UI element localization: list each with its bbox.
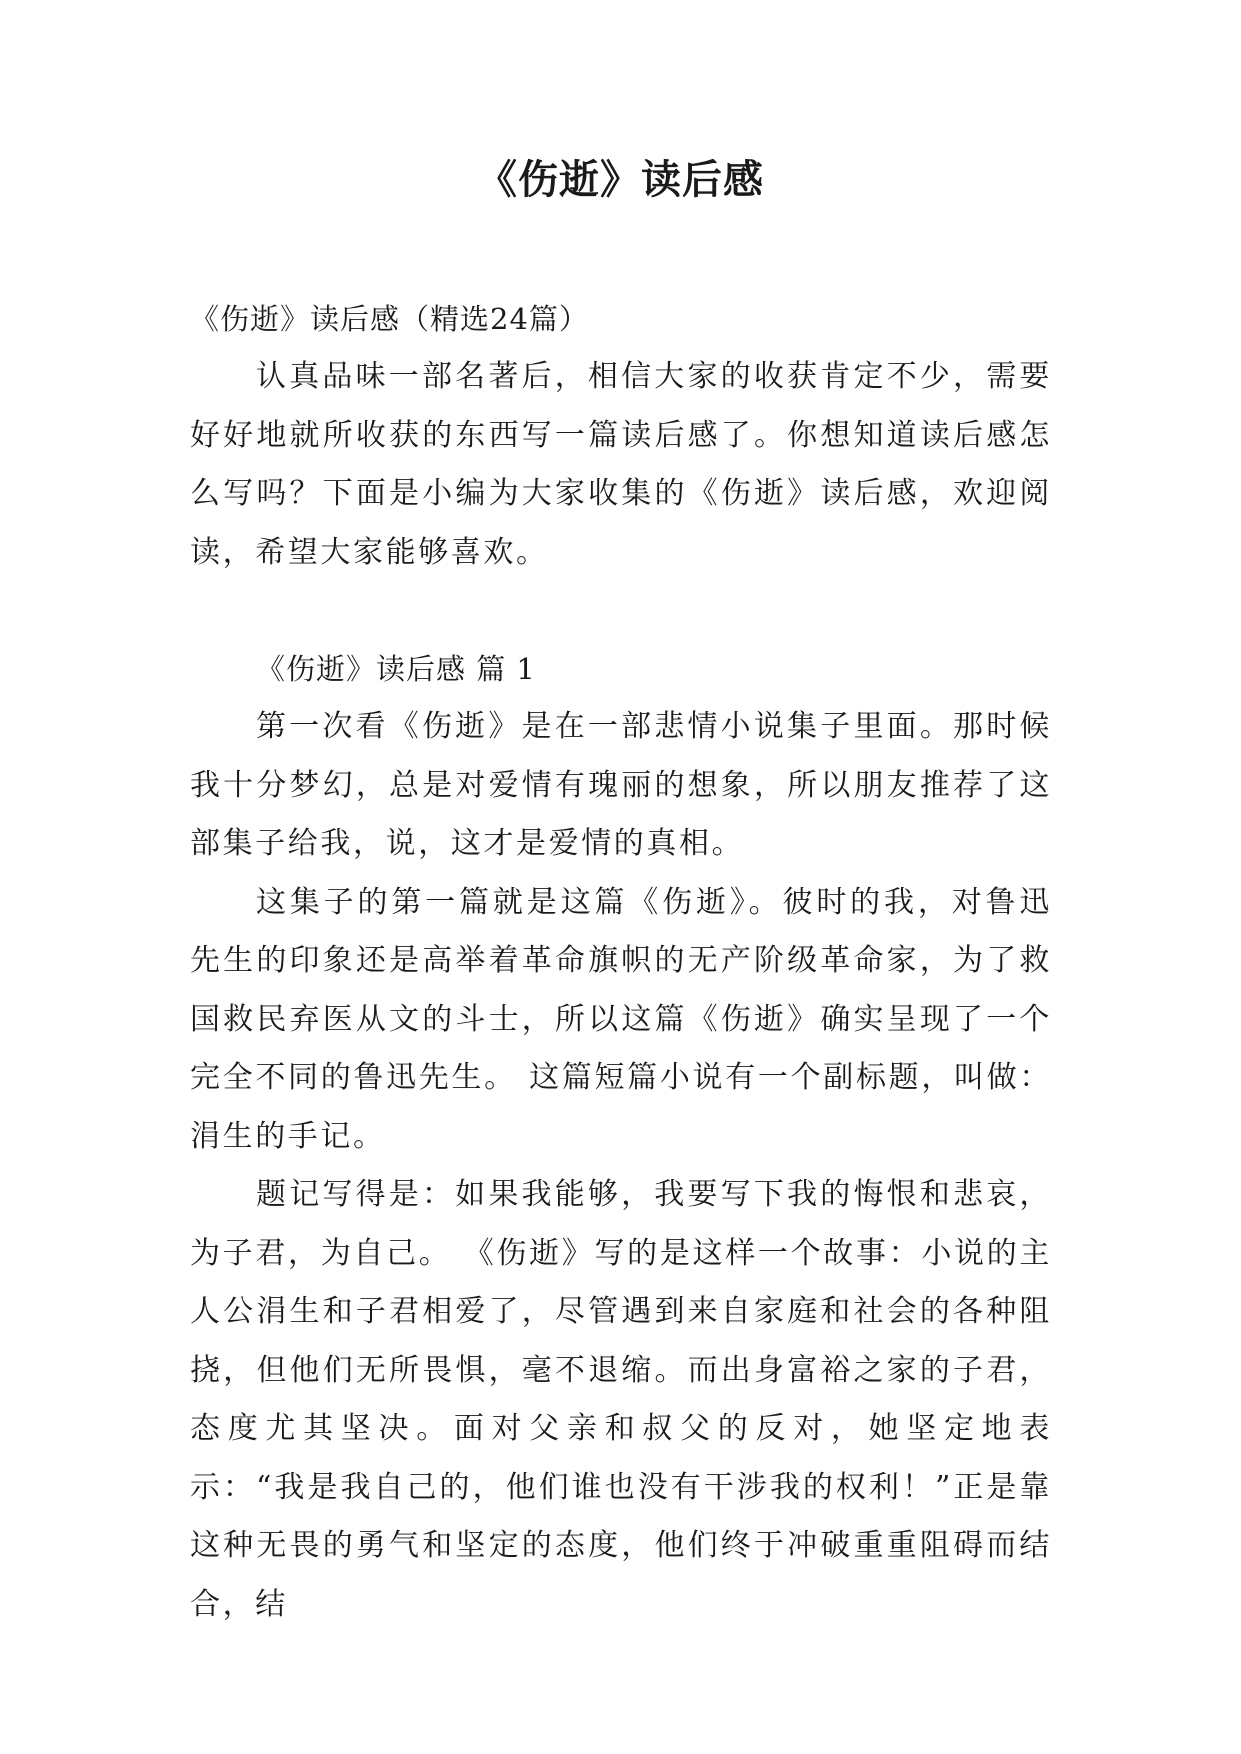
document-title: 《伤逝》读后感 [477, 157, 764, 203]
document-subtitle: 《伤逝》读后感（精选24篇） [190, 302, 589, 336]
body-paragraph-2: 这集子的第一篇就是这篇《伤逝》。彼时的我，对鲁迅先生的印象还是高举着革命旗帜的无产阶级革命家，为了救国救民弃医从文的斗士，所以这篇《伤逝》确实呈现了一个完全不同的鲁迅先生。 这篇短篇小说有一个副标题，叫做：涓生的手记。 [190, 884, 1052, 1154]
body-paragraph-3: 题记写得是：如果我能够，我要写下我的悔恨和悲哀，为子君，为自己。 《伤逝》写的是这样一个故事：小说的主人公涓生和子君相爱了，尽管遇到来自家庭和社会的各种阻挠，但他们无所畏惧，毫不退缩。而出身富裕之家的子君，态度尤其坚决。面对父亲和叔父的反对，她坚定地表示：“我是我自己的，他们谁也没有干涉我的权利！”正是靠这种无畏的勇气和坚定的态度，他们终于冲破重重阻碍而结合，结 [190, 1177, 1052, 1622]
body-paragraph-1: 第一次看《伤逝》是在一部悲情小说集子里面。那时候我十分梦幻，总是对爱情有瑰丽的想象，所以朋友推荐了这部集子给我，说，这才是爱情的真相。 [190, 709, 1052, 861]
document-body [190, 290, 1052, 1634]
section-heading: 《伤逝》读后感 篇 1 [256, 652, 536, 686]
intro-paragraph: 认真品味一部名著后，相信大家的收获肯定不少，需要好好地就所收获的东西写一篇读后感了。你想知道读后感怎么写吗？下面是小编为大家收集的《伤逝》读后感，欢迎阅读，希望大家能够喜欢。 [190, 359, 1052, 570]
